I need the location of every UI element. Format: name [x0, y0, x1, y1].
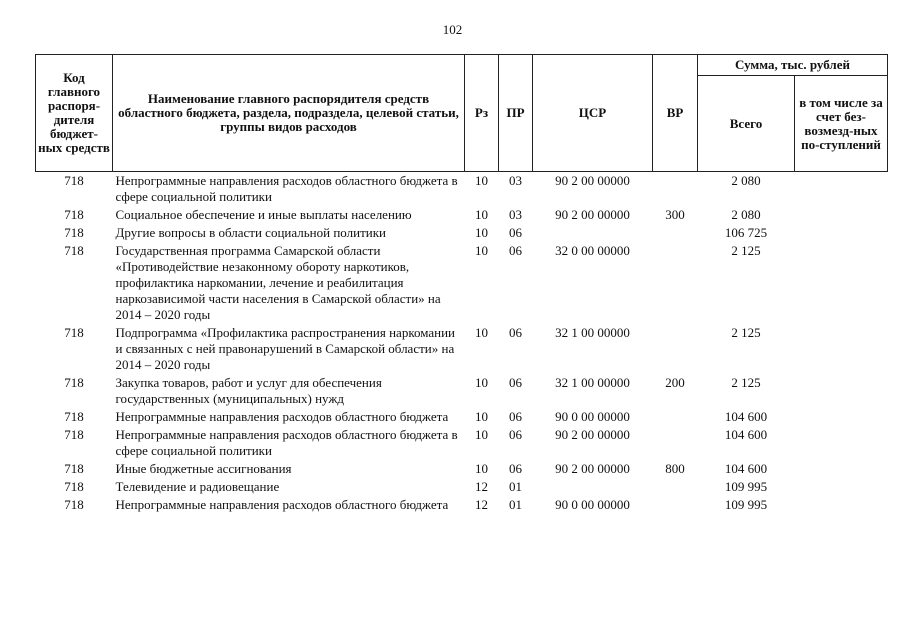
- cell-total: 2 125: [731, 243, 761, 258]
- cell-rz: 10: [475, 427, 488, 442]
- table-row: [36, 206, 888, 224]
- cell-vr: 200: [665, 375, 685, 390]
- table-row: [36, 408, 888, 426]
- cell-code: 718: [64, 325, 84, 340]
- cell-vr: [653, 242, 698, 324]
- cell-pr: 06: [509, 427, 522, 442]
- cell-vr: [653, 426, 698, 460]
- table-row: [36, 324, 888, 374]
- cell-rz: 10: [475, 375, 488, 390]
- cell-csr: 90 2 00 00000: [555, 207, 630, 222]
- cell-name: Иные бюджетные ассигнования: [115, 461, 292, 476]
- cell-rz: 10: [475, 225, 488, 240]
- cell-csr: 32 1 00 00000: [555, 375, 630, 390]
- cell-incl: [795, 460, 888, 478]
- cell-total: 109 995: [724, 479, 768, 494]
- table-row: [36, 172, 888, 207]
- cell-incl: [795, 242, 888, 324]
- header-name: Наименование главного распорядителя средств областного бюджета, раздела, подраздела, целевой статьи, группы видов расходов: [113, 55, 465, 172]
- cell-pr: 01: [509, 479, 522, 494]
- header-code: Код главного распоря-дителя бюджет-ных средств: [36, 55, 113, 172]
- table-row: [36, 460, 888, 478]
- cell-incl: [795, 224, 888, 242]
- cell-name: Закупка товаров, работ и услуг для обеспечения государственных (муниципальных) нужд: [115, 375, 382, 406]
- cell-rz: 12: [475, 497, 488, 512]
- cell-csr: [533, 478, 653, 496]
- cell-pr: 06: [509, 325, 522, 340]
- cell-total: 104 600: [724, 427, 768, 442]
- cell-code: 718: [64, 427, 84, 442]
- cell-code: 718: [64, 409, 84, 424]
- cell-code: 718: [64, 497, 84, 512]
- cell-vr: [653, 324, 698, 374]
- cell-incl: [795, 408, 888, 426]
- cell-rz: 10: [475, 243, 488, 258]
- table-row: [36, 426, 888, 460]
- cell-total: 2 125: [731, 325, 761, 340]
- cell-name: Непрограммные направления расходов областного бюджета: [115, 497, 449, 512]
- cell-name: Непрограммные направления расходов областного бюджета в сфере социальной политики: [115, 173, 458, 204]
- cell-csr: 90 2 00 00000: [555, 427, 630, 442]
- cell-rz: 10: [475, 409, 488, 424]
- cell-vr: [653, 408, 698, 426]
- table-row: [36, 496, 888, 514]
- cell-rz: 10: [475, 173, 488, 188]
- header-csr: ЦСР: [533, 55, 653, 172]
- cell-vr: 300: [665, 207, 685, 222]
- cell-pr: 01: [509, 497, 522, 512]
- cell-csr: 90 0 00 00000: [555, 497, 630, 512]
- cell-total: 104 600: [724, 409, 768, 424]
- cell-code: 718: [64, 207, 84, 222]
- cell-total: 104 600: [724, 461, 768, 476]
- cell-name: Государственная программа Самарской области «Противодействие незаконному обороту наркотиков, профилактика наркомании, лечение и реабилитация наркозависимой части населения в Самарской области» на 2014 – 2020 годы: [115, 243, 441, 322]
- budget-table: [35, 54, 888, 514]
- cell-code: 718: [64, 375, 84, 390]
- cell-pr: 06: [509, 461, 522, 476]
- cell-name: Другие вопросы в области социальной политики: [115, 225, 386, 240]
- cell-csr: 32 0 00 00000: [555, 243, 630, 258]
- cell-total: 2 125: [731, 375, 761, 390]
- cell-incl: [795, 324, 888, 374]
- cell-name: Непрограммные направления расходов областного бюджета в сфере социальной политики: [115, 427, 458, 458]
- cell-pr: 03: [509, 173, 522, 188]
- header-sum: Сумма, тыс. рублей: [698, 55, 888, 76]
- header-incl: в том числе за счет без-возмезд-ных по-ступлений: [795, 76, 888, 172]
- cell-code: 718: [64, 461, 84, 476]
- cell-pr: 06: [509, 225, 522, 240]
- cell-code: 718: [64, 243, 84, 258]
- cell-vr: [653, 496, 698, 514]
- header-total: Всего: [698, 76, 795, 172]
- cell-code: 718: [64, 479, 84, 494]
- cell-incl: [795, 496, 888, 514]
- cell-total: 2 080: [731, 173, 761, 188]
- cell-name: Непрограммные направления расходов областного бюджета: [115, 409, 449, 424]
- cell-total: 109 995: [724, 497, 768, 512]
- cell-code: 718: [64, 173, 84, 188]
- cell-incl: [795, 206, 888, 224]
- cell-pr: 06: [509, 243, 522, 258]
- cell-vr: [653, 478, 698, 496]
- header-pr: ПР: [499, 55, 533, 172]
- cell-pr: 06: [509, 409, 522, 424]
- cell-rz: 10: [475, 325, 488, 340]
- cell-csr: 90 2 00 00000: [555, 461, 630, 476]
- cell-total: 106 725: [724, 225, 768, 240]
- cell-csr: [533, 224, 653, 242]
- cell-rz: 12: [475, 479, 488, 494]
- cell-code: 718: [64, 225, 84, 240]
- cell-name: Социальное обеспечение и иные выплаты населению: [115, 207, 412, 222]
- table-row: [36, 242, 888, 324]
- table-row: [36, 478, 888, 496]
- page-number: 102: [442, 22, 463, 37]
- cell-name: Телевидение и радиовещание: [115, 479, 280, 494]
- cell-csr: 90 2 00 00000: [555, 173, 630, 188]
- cell-vr: [653, 172, 698, 207]
- table-row: [36, 224, 888, 242]
- cell-csr: 32 1 00 00000: [555, 325, 630, 340]
- cell-rz: 10: [475, 461, 488, 476]
- cell-incl: [795, 374, 888, 408]
- cell-csr: 90 0 00 00000: [555, 409, 630, 424]
- header-vr: ВР: [653, 55, 698, 172]
- cell-incl: [795, 426, 888, 460]
- cell-incl: [795, 172, 888, 207]
- table-body: [36, 172, 888, 515]
- cell-name: Подпрограмма «Профилактика распространения наркомании и связанных с ней правонарушений в Самарской области» на 2014 – 2020 годы: [115, 325, 456, 372]
- cell-vr: [653, 224, 698, 242]
- table-row: [36, 374, 888, 408]
- cell-pr: 03: [509, 207, 522, 222]
- cell-total: 2 080: [731, 207, 761, 222]
- cell-rz: 10: [475, 207, 488, 222]
- cell-incl: [795, 478, 888, 496]
- header-rz: Рз: [465, 55, 499, 172]
- cell-vr: 800: [665, 461, 685, 476]
- cell-pr: 06: [509, 375, 522, 390]
